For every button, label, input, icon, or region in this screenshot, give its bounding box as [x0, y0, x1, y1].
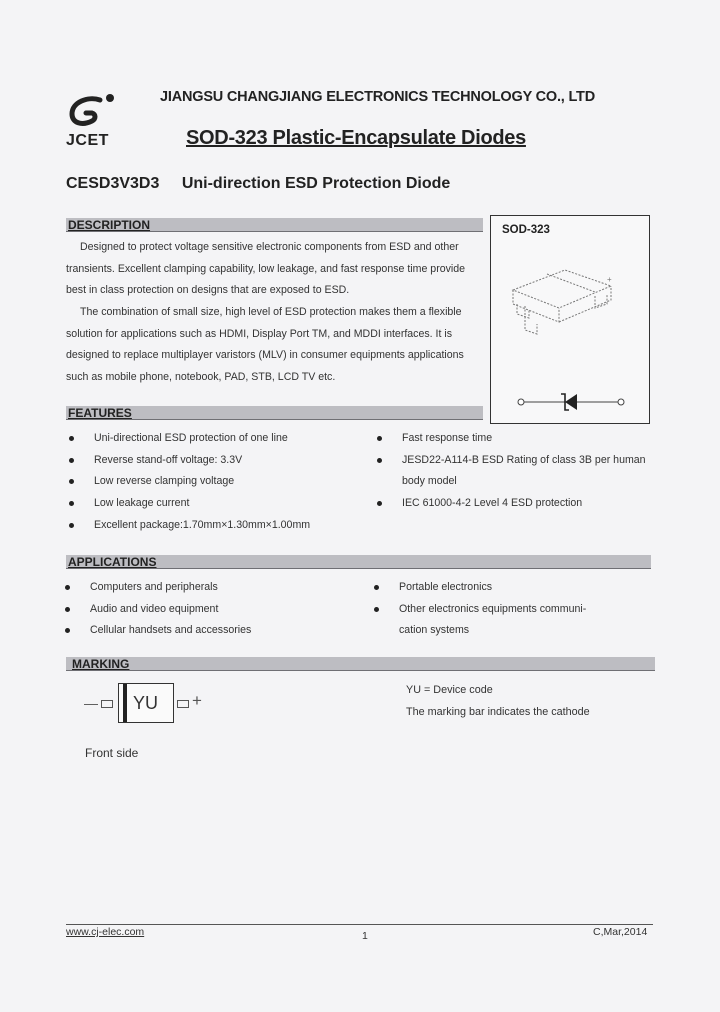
applications-heading-text: APPLICATIONS [68, 555, 157, 569]
application-text: Portable electronics [399, 581, 493, 593]
part-description: Uni-direction ESD Protection Diode [181, 175, 451, 192]
page-number: 1 [362, 930, 368, 942]
features-list-right [374, 428, 664, 515]
package-label: SOD-323 [502, 224, 550, 236]
feature-text: Reverse stand-off voltage: 3.3V [94, 453, 243, 466]
features-list-left [66, 428, 366, 537]
feature-text: Low leakage current [94, 497, 190, 510]
list-item [62, 599, 362, 621]
bullet-icon [69, 523, 74, 528]
list-item [66, 428, 366, 450]
bullet-icon [65, 628, 70, 633]
marking-heading-text: MARKING [72, 657, 130, 671]
application-text: cation systems [399, 624, 470, 637]
bullet-icon [377, 458, 382, 463]
bullet-icon [69, 458, 74, 463]
package-plus-sign: + [607, 275, 612, 284]
list-item [62, 577, 362, 599]
application-text: Computers and peripherals [90, 581, 218, 593]
marking-code: YU [133, 693, 159, 713]
footer-date: C,Mar,2014 [593, 926, 648, 938]
application-text: Audio and video equipment [90, 602, 219, 615]
minus-sign: — [84, 695, 98, 711]
list-item [371, 599, 661, 621]
list-item [66, 471, 366, 493]
bullet-icon [69, 436, 74, 441]
left-lead [101, 700, 113, 708]
footer-url[interactable]: www.cj-elec.com [66, 926, 145, 938]
feature-text: Uni-directional ESD protection of one line [94, 432, 288, 444]
applications-heading [66, 555, 651, 569]
description-paragraph-2: The combination of small size, high level of ESD protection makes them a flexible solution for applications such as HDMI, Display Port TM, and MDDI interfaces. It is designed to replace multiplayer varistors (MLV) in consumer equipments applications such as mobile phone, notebook, PAD, STB, LCD TV etc. [66, 306, 464, 384]
feature-text: Fast response time [402, 432, 493, 444]
description-heading-text: DESCRIPTION [68, 218, 151, 232]
bullet-icon [377, 436, 382, 441]
device-code-note: YU = Device code [406, 684, 493, 696]
features-heading-text: FEATURES [68, 406, 132, 420]
package-box [490, 215, 650, 424]
list-item [374, 471, 664, 493]
document-title: SOD-323 Plastic-Encapsulate Diodes [186, 127, 526, 149]
cathode-bar-note: The marking bar indicates the cathode [406, 706, 590, 718]
list-item [371, 577, 661, 599]
bullet-icon [374, 585, 379, 590]
application-text: Other electronics equipments communi- [399, 602, 587, 615]
package-drawing-icon [503, 264, 623, 338]
list-item [66, 515, 366, 537]
description-heading [66, 218, 483, 232]
cathode-bar [123, 684, 127, 722]
tvs-diode-symbol-icon [517, 390, 627, 414]
feature-text: body model [402, 475, 457, 488]
list-item [374, 493, 664, 515]
feature-text: JESD22-A114-B ESD Rating of class 3B per human [402, 453, 646, 466]
list-item [371, 620, 661, 642]
applications-list-right [371, 577, 661, 642]
bullet-icon [65, 585, 70, 590]
bullet-icon [377, 501, 382, 506]
feature-text: Excellent package:1.70mm×1.30mm×1.00mm [94, 518, 311, 531]
bullet-icon [374, 607, 379, 612]
company-name: JIANGSU CHANGJIANG ELECTRONICS TECHNOLOGY CO., LTD [160, 89, 595, 105]
bullet-icon [69, 479, 74, 484]
company-logo [66, 90, 126, 152]
feature-text: IEC 61000-4-2 Level 4 ESD protection [402, 497, 583, 510]
list-item [66, 450, 366, 472]
features-heading [66, 406, 483, 420]
right-lead [177, 700, 189, 708]
footer-divider [66, 924, 653, 925]
description-paragraph-1: Designed to protect voltage sensitive electronic components from ESD and other transients. Excellent clamping capability, low leakage, and fast response time provide best in class protection on designs that are exposed to ESD. [66, 241, 466, 297]
bullet-icon [69, 501, 74, 506]
marking-heading [66, 657, 655, 671]
package-body [118, 683, 174, 723]
marking-diagram [84, 681, 214, 725]
bullet-icon [65, 607, 70, 612]
plus-sign: + [192, 691, 202, 710]
part-heading [66, 175, 450, 193]
list-item [374, 450, 664, 472]
feature-text: Low reverse clamping voltage [94, 475, 235, 488]
application-text: Cellular handsets and accessories [90, 624, 252, 637]
list-item [374, 428, 664, 450]
applications-list-left [62, 577, 362, 642]
part-number: CESD3V3D3 [66, 175, 160, 192]
list-item [66, 493, 366, 515]
logo-text: JCET [66, 132, 109, 149]
front-side-label: Front side [85, 746, 139, 760]
list-item [62, 620, 362, 642]
